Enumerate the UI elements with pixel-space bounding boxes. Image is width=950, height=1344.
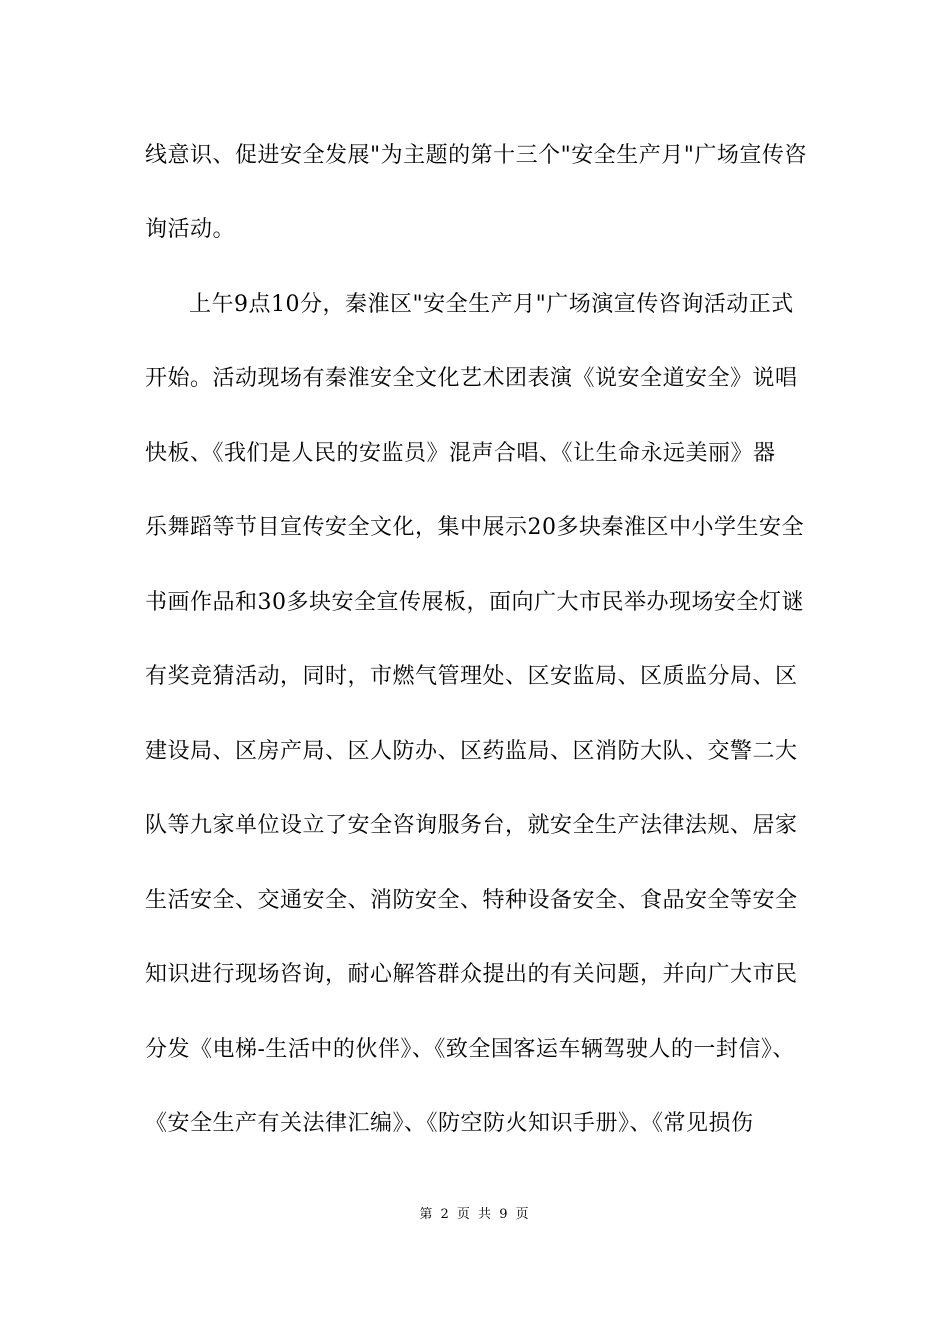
paragraph-line: 《安全生产有关法律汇编》、《防空防火知识手册》、《常见损伤 — [145, 1111, 754, 1136]
paragraph-line: 书画作品和30多块安全宣传展板，面向广大市民举办现场安全灯谜 — [145, 590, 804, 615]
paragraph-line: 有奖竞猜活动，同时，市燃气管理处、区安监局、区质监分局、区 — [145, 664, 798, 689]
paragraph-line: 线意识、促进安全发展"为主题的第十三个"安全生产月"广场宣传咨 — [145, 143, 807, 168]
paragraph-line: 乐舞蹈等节目宣传安全文化，集中展示20多块秦淮区中小学生安全 — [145, 515, 804, 540]
paragraph-line: 生活安全、交通安全、消防安全、特种设备安全、食品安全等安全 — [145, 888, 798, 913]
paragraph-line: 快板、《我们是人民的安监员》混声合唱、《让生命永远美丽》器 — [145, 441, 776, 466]
paragraph-line: 上午9点10分，秦淮区"安全生产月"广场演宣传咨询活动正式 — [189, 292, 794, 317]
paragraph-line: 知识进行现场咨询，耐心解答群众提出的有关问题，并向广大市民 — [145, 962, 798, 987]
page-number-footer: 第 2 页 共 9 页 — [419, 1207, 531, 1222]
paragraph-line: 开始。活动现场有秦淮安全文化艺术团表演《说安全道安全》说唱 — [145, 366, 798, 391]
paragraph-line: 询活动。 — [145, 217, 236, 242]
paragraph-line: 队等九家单位设立了安全咨询服务台，就安全生产法律法规、居家 — [145, 813, 798, 838]
paragraph-line: 建设局、区房产局、区人防办、区药监局、区消防大队、交警二大 — [145, 739, 798, 764]
paragraph-line: 分发《电梯-生活中的伙伴》、《致全国客运车辆驾驶人的一封信》、 — [145, 1037, 795, 1062]
